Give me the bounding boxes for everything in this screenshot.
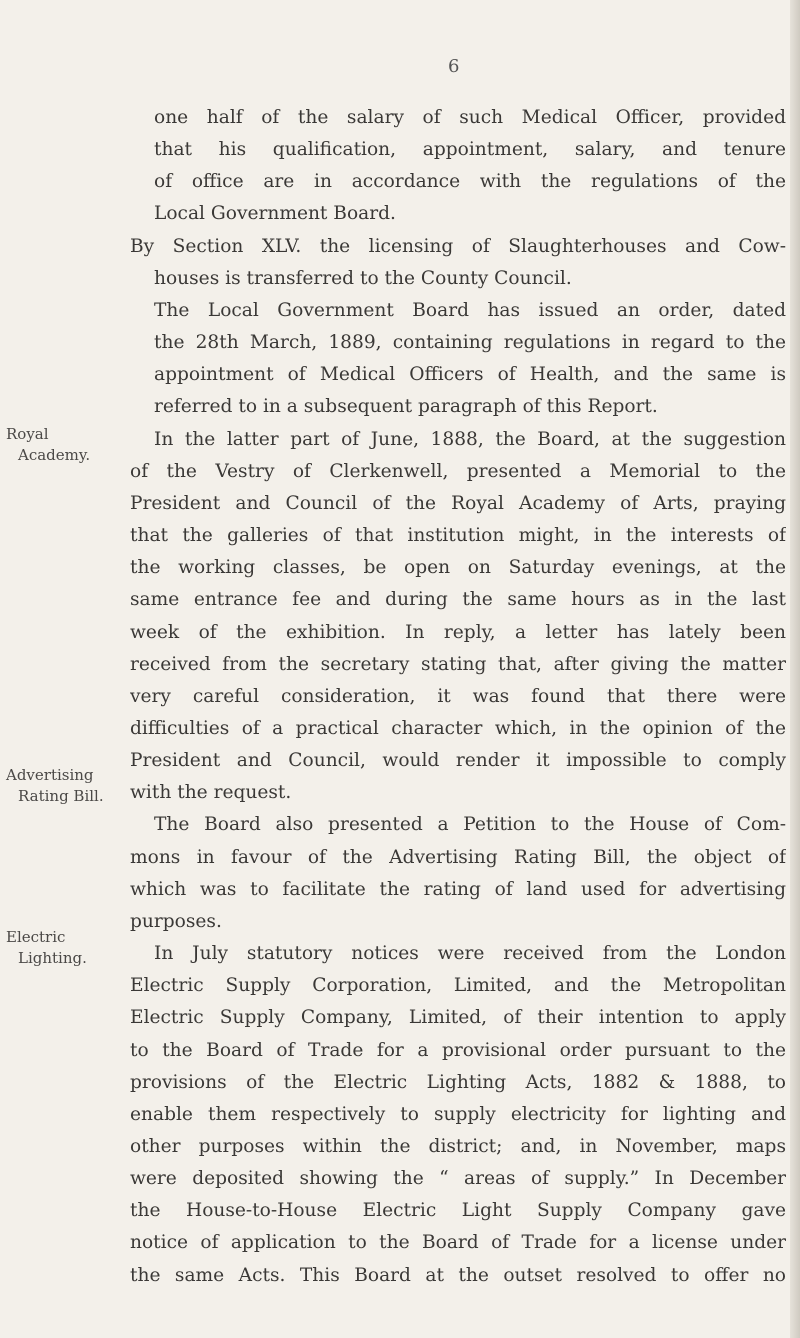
text-line: mons in favour of the Advertising Rating Bill, the object of (130, 846, 786, 868)
margin-note-line: Rating Bill. (18, 787, 104, 805)
body-text (130, 102, 786, 1292)
margin-note-line: Advertising (6, 766, 94, 784)
text-line: purposes. (130, 910, 222, 932)
text-line: enable them respectively to supply electricity for lighting and (130, 1103, 786, 1125)
text-line: In July statutory notices were received from the London (154, 943, 786, 965)
margin-note-line: Royal (6, 425, 49, 443)
margin-note-royal-academy (4, 424, 124, 466)
text-line: which was to facilitate the rating of land used for advertising (130, 878, 786, 900)
text-line: the 28th March, 1889, containing regulations in regard to the (154, 332, 786, 354)
text-line: of office are in accordance with the regulations of the (154, 171, 786, 193)
page-number: 6 (448, 56, 460, 77)
text-line: notice of application to the Board of Trade for a license under (130, 1232, 786, 1254)
text-line: week of the exhibition. In reply, a letter has lately been (130, 621, 786, 643)
text-line: referred to in a subsequent paragraph of this Report. (154, 396, 658, 418)
text-line: appointment of Medical Officers of Health, and the same is (154, 364, 786, 386)
text-line: President and Council of the Royal Academy of Arts, praying (130, 492, 786, 514)
text-line: The Board also presented a Petition to the House of Com- (154, 814, 786, 836)
text-line: the same Acts. This Board at the outset resolved to offer no (130, 1264, 786, 1286)
margin-note-electric (4, 927, 124, 969)
margin-note-advertising (4, 765, 124, 807)
text-line: that the galleries of that institution might, in the interests of (130, 525, 786, 547)
text-line: that his qualification, appointment, salary, and tenure (154, 139, 786, 161)
text-line: houses is transferred to the County Council. (154, 267, 572, 289)
text-line: same entrance fee and during the same hours as in the last (130, 589, 786, 611)
text-line: provisions of the Electric Lighting Acts, 1882 & 1888, to (130, 1071, 786, 1093)
text-line: received from the secretary stating that, after giving the matter (130, 653, 786, 675)
margin-note-line: Electric (6, 928, 66, 946)
text-line: Local Government Board. (154, 203, 396, 225)
margin-note-line: Academy. (18, 446, 91, 464)
text-line: the working classes, be open on Saturday evenings, at the (130, 557, 786, 579)
text-line: In the latter part of June, 1888, the Board, at the suggestion (154, 428, 786, 450)
text-line: the House-to-House Electric Light Supply Company gave (130, 1200, 786, 1222)
text-line: President and Council, would render it impossible to comply (130, 750, 786, 772)
text-line: to the Board of Trade for a provisional order pursuant to the (130, 1039, 786, 1061)
text-line: very careful consideration, it was found that there were (130, 685, 786, 707)
text-line: one half of the salary of such Medical Officer, provided (154, 107, 786, 128)
text-line: were deposited showing the “ areas of supply.” In December (130, 1168, 786, 1190)
text-line: other purposes within the district; and, in November, maps (130, 1136, 786, 1157)
text-line: Electric Supply Company, Limited, of their intention to apply (130, 1007, 786, 1029)
text-line: By Section XLV. the licensing of Slaughterhouses and Cow- (130, 235, 786, 257)
margin-note-line: Lighting. (18, 949, 87, 967)
text-line: The Local Government Board has issued an order, dated (154, 299, 786, 321)
text-line: Electric Supply Corporation, Limited, and the Metropolitan (130, 975, 786, 997)
text-line: of the Vestry of Clerkenwell, presented a Memorial to the (130, 460, 786, 482)
text-line: difficulties of a practical character which, in the opinion of the (130, 717, 786, 739)
page-edge (790, 0, 800, 1338)
text-line: with the request. (130, 782, 292, 804)
